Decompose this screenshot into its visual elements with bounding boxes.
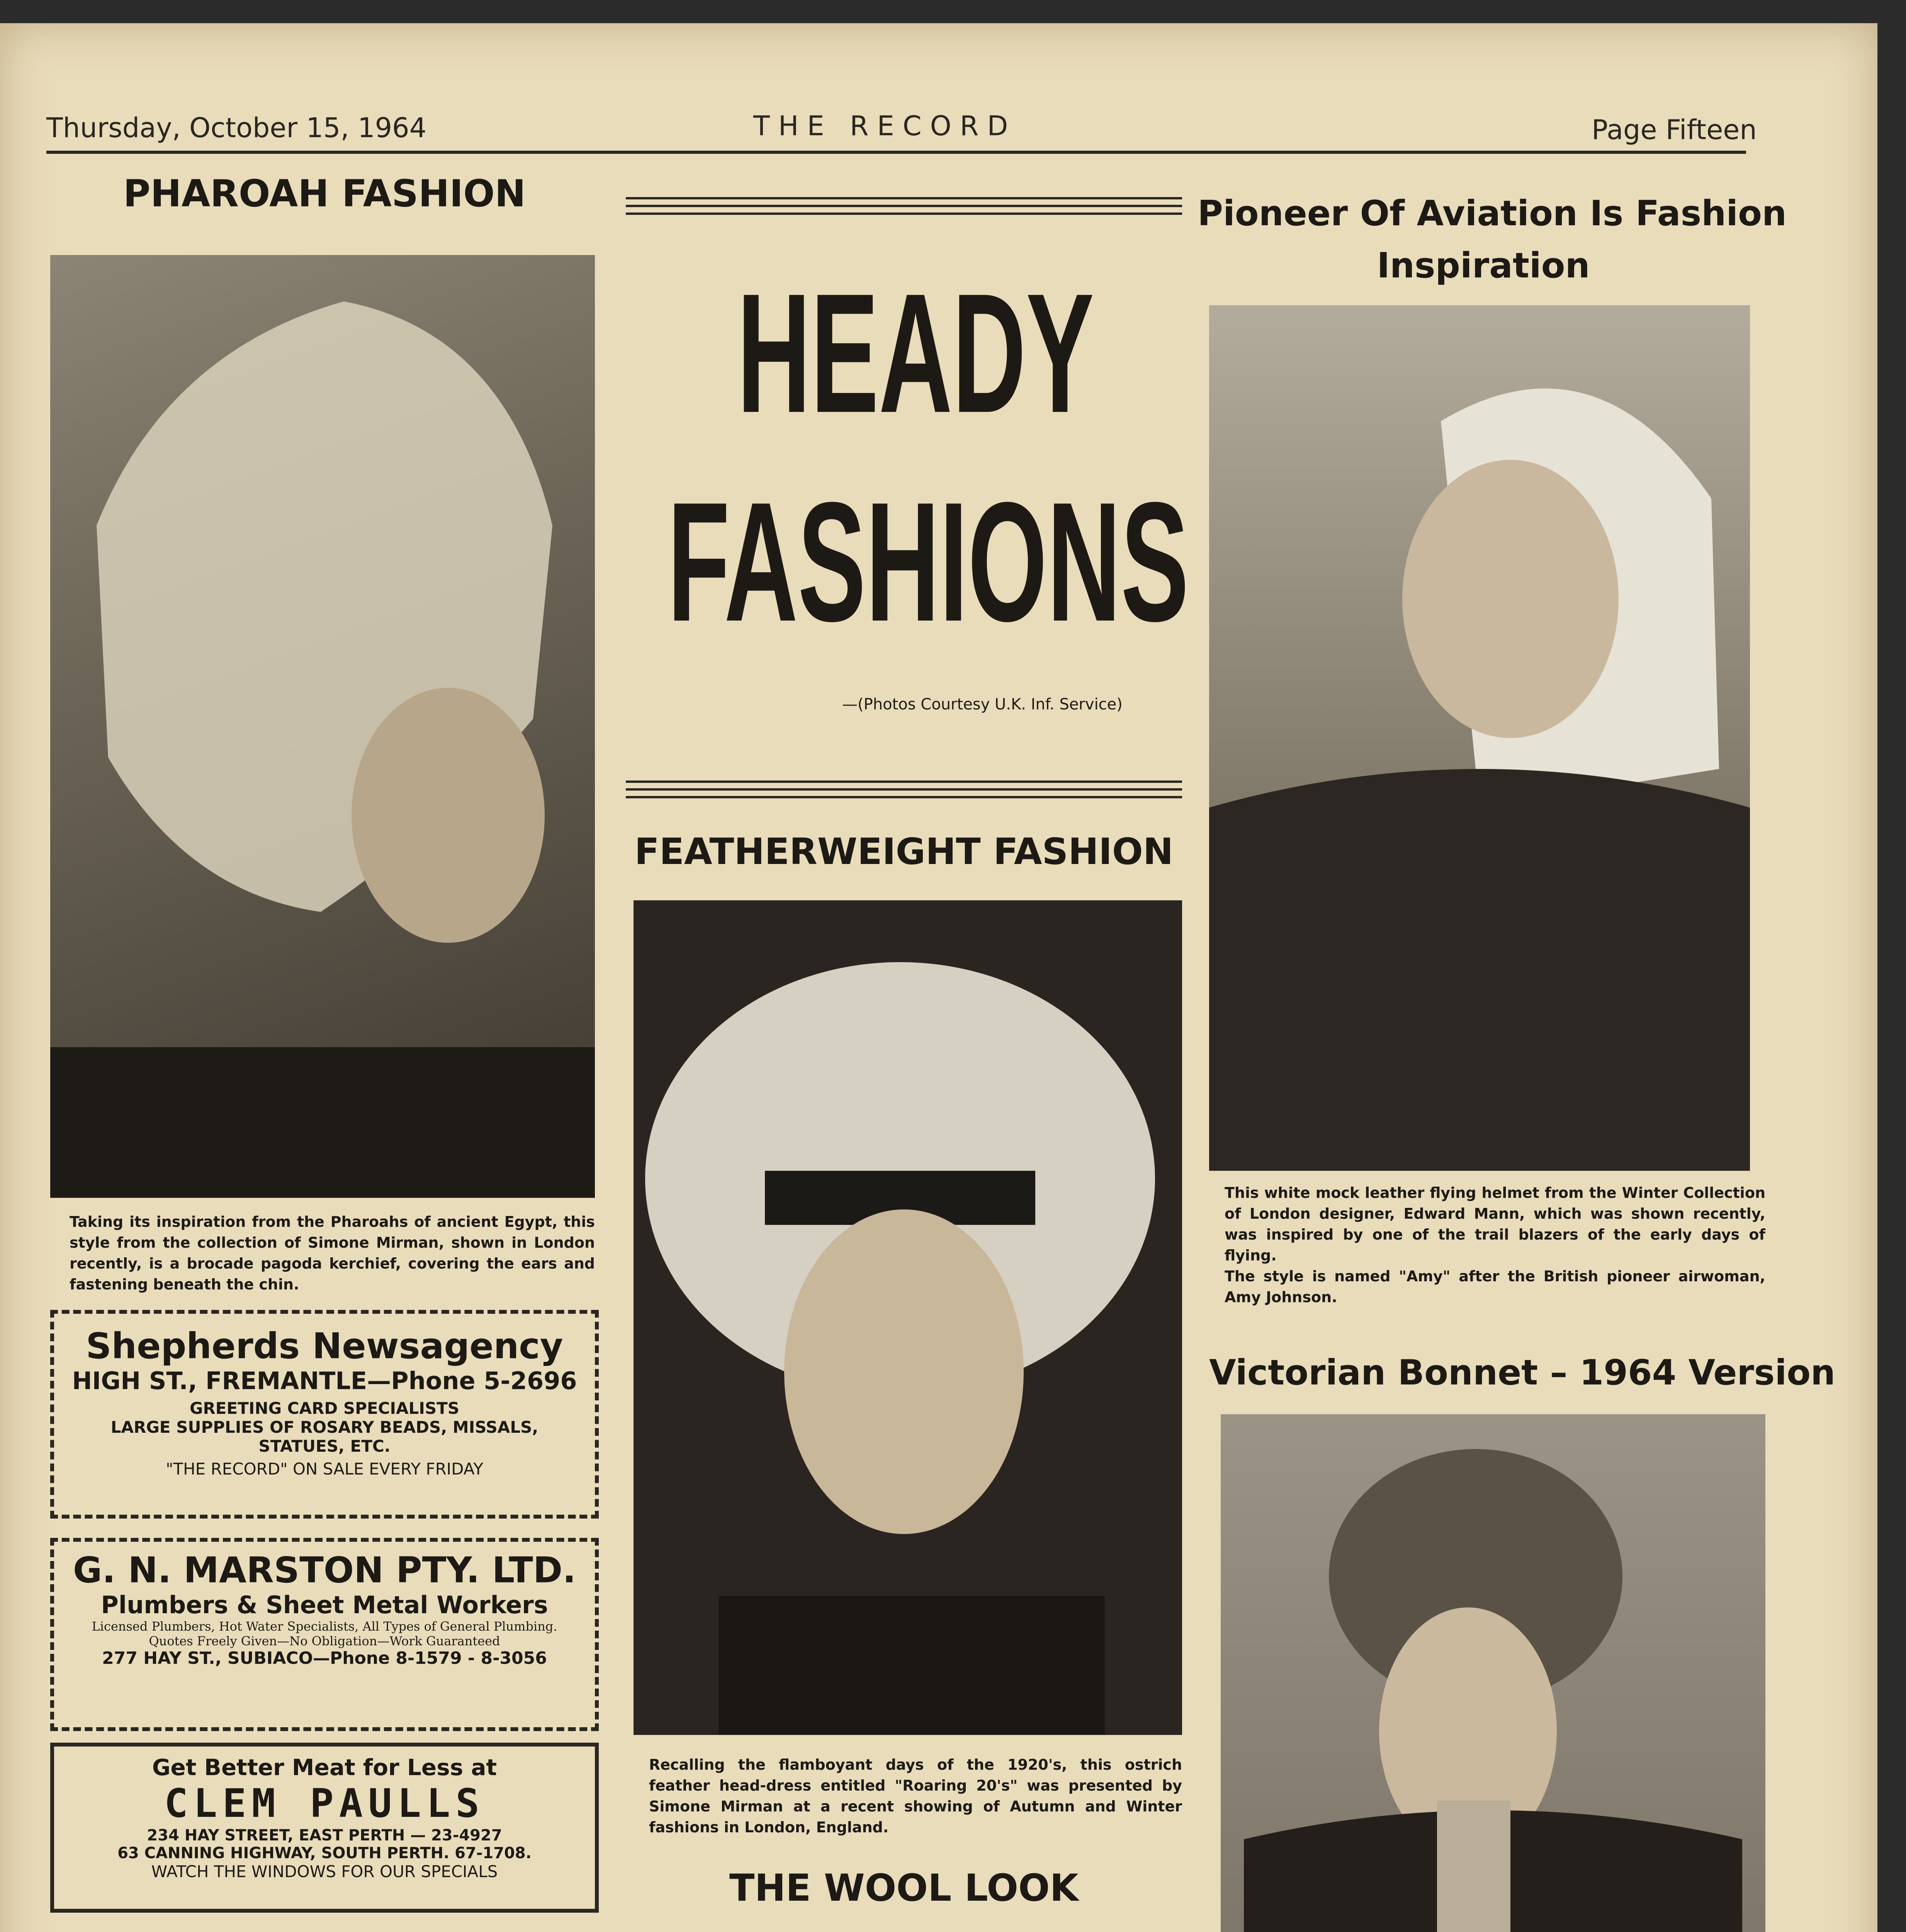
headline-rule bbox=[626, 213, 1182, 215]
section-rule bbox=[626, 788, 1182, 791]
pharoah-title: PHAROAH FASHION bbox=[123, 172, 526, 215]
headline-rule bbox=[626, 197, 1182, 199]
marston-line2: Quotes Freely Given—No Obligation—Work Guaranteed bbox=[149, 1634, 500, 1648]
aviation-title-line1: Pioneer Of Aviation Is Fashion bbox=[1198, 193, 1787, 234]
section-rule bbox=[626, 796, 1182, 798]
bonnet-photo bbox=[1221, 1414, 1765, 1932]
paulls-name: CLEM PAULLS bbox=[164, 1781, 485, 1827]
page-number: Page Fifteen bbox=[1592, 114, 1757, 146]
pharoah-caption: Taking its inspiration from the Pharoahs of ancient Egypt, this style from the collection of Simone Mirman, shown in London recently, is a brocade pagoda kerchief, covering the ears and fastening beneath the chin. bbox=[70, 1213, 595, 1293]
wool-title: THE WOOL LOOK bbox=[729, 1866, 1079, 1910]
headline-rule bbox=[626, 205, 1182, 207]
shepherds-line2: LARGE SUPPLIES OF ROSARY BEADS, MISSALS, STATUES, ETC. bbox=[110, 1418, 539, 1456]
marston-address: 277 HAY ST., SUBIACO—Phone 8-1579 - 8-3056 bbox=[102, 1648, 547, 1668]
aviation-caption-2: The style is named "Amy" after the British pioneer airwoman, Amy Johnson. bbox=[1225, 1268, 1765, 1306]
shepherds-ad bbox=[50, 1310, 599, 1519]
aviation-photo bbox=[1209, 305, 1750, 1171]
featherweight-caption: Recalling the flamboyant days of the 1920's, this ostrich feather head-dress entitled "Roaring 20's" was presented by Simone Mirman at a recent showing of Autumn and Winter fashions in London, England. bbox=[649, 1756, 1182, 1836]
bonnet-illustration bbox=[1221, 1414, 1765, 1932]
marston-name: G. N. MARSTON PTY. LTD. bbox=[73, 1549, 576, 1591]
masthead-rule bbox=[46, 151, 1746, 154]
paper-name: THE RECORD bbox=[753, 110, 1017, 142]
shepherds-line3: "THE RECORD" ON SALE EVERY FRIDAY bbox=[166, 1459, 483, 1478]
paulls-ad bbox=[50, 1743, 599, 1913]
photo-credit: —(Photos Courtesy U.K. Inf. Service) bbox=[842, 696, 1123, 713]
shepherds-name: Shepherds Newsagency bbox=[86, 1325, 563, 1367]
issue-date: Thursday, October 15, 1964 bbox=[46, 112, 427, 144]
featherweight-photo bbox=[634, 900, 1182, 1735]
paulls-line2: WATCH THE WINDOWS FOR OUR SPECIALS bbox=[151, 1862, 498, 1881]
paulls-addr1: 234 HAY STREET, EAST PERTH — 23-4927 bbox=[147, 1827, 502, 1844]
section-rule bbox=[626, 781, 1182, 783]
aviation-title-line2: Inspiration bbox=[1377, 245, 1590, 286]
featherweight-title: FEATHERWEIGHT FASHION bbox=[634, 831, 1174, 873]
aviation-caption-1: This white mock leather flying helmet from the Winter Collection of London designer, Edward Mann, which was shown recently, was inspired by one of the trail blazers of the early days of flying. bbox=[1225, 1184, 1765, 1264]
featherweight-illustration bbox=[634, 900, 1182, 1735]
headline-line2: FASHIONS bbox=[668, 467, 1189, 657]
paulls-addr2: 63 CANNING HIGHWAY, SOUTH PERTH. 67-1708. bbox=[117, 1844, 532, 1862]
bonnet-title: Victorian Bonnet – 1964 Version bbox=[1209, 1352, 1836, 1393]
pharoah-photo bbox=[50, 255, 595, 1198]
marston-line1: Licensed Plumbers, Hot Water Specialists, All Types of General Plumbing. bbox=[92, 1619, 557, 1634]
aviation-illustration bbox=[1209, 305, 1750, 1171]
newspaper-page bbox=[0, 23, 1877, 1932]
paulls-line1: Get Better Meat for Less at bbox=[152, 1754, 497, 1781]
marston-sub: Plumbers & Sheet Metal Workers bbox=[101, 1591, 548, 1619]
marston-ad bbox=[50, 1538, 599, 1731]
shepherds-line1: GREETING CARD SPECIALISTS bbox=[189, 1399, 460, 1418]
pharoah-illustration bbox=[50, 255, 595, 1198]
headline-line1: HEADY bbox=[737, 259, 1094, 448]
aviation-caption bbox=[1225, 1182, 1765, 1308]
shepherds-address: HIGH ST., FREMANTLE—Phone 5-2696 bbox=[72, 1367, 577, 1395]
